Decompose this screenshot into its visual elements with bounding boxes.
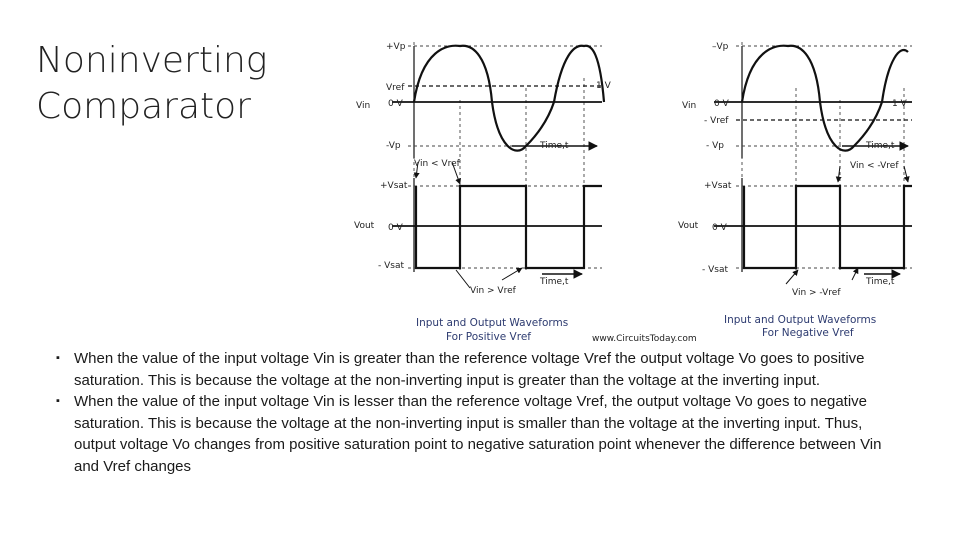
bullet-text: When the value of the input voltage Vin is lesser than the reference voltage Vref, the output voltage Vo goes to negative saturation. This is because the voltage at the non-inverting input is smaller than the voltage at the inverting input. Thus, output voltage Vo changes from positive saturation point to negative saturation point whenever the difference between Vin and Vref changes: [74, 393, 882, 475]
left-input-axes: [392, 46, 602, 158]
left-label-one-v: 1 V: [596, 81, 611, 91]
left-waveform-panel: [354, 42, 612, 343]
left-label-minus-vp: -Vp: [386, 141, 401, 151]
left-input-sine-wave: [414, 46, 604, 151]
right-label-plus-vsat: +Vsat: [704, 181, 732, 191]
comparator-waveform-diagram: [352, 30, 912, 348]
bullet-item: [56, 391, 902, 477]
left-label-plus-vp: +Vp: [386, 42, 406, 52]
bullet-item: [56, 348, 902, 391]
right-output-square-wave: [744, 186, 912, 268]
right-label-minus-vsat: - Vsat: [702, 265, 728, 275]
left-label-plus-vsat: +Vsat: [380, 181, 408, 191]
right-label-one-v: 1 V: [892, 99, 907, 109]
right-caption-line-2: For Negative Vref: [762, 327, 854, 339]
bullet-list: [56, 348, 902, 477]
right-label-vin-lt-minus-vref: Vin < -Vref: [850, 161, 899, 171]
right-label-minus-vp-top: –Vp: [712, 42, 729, 52]
slide-title-line-2: Comparator: [36, 86, 251, 127]
left-label-vin: Vin: [356, 101, 371, 111]
bullet-marker-icon: ▪: [56, 352, 60, 364]
left-label-zero-v: 0 V: [388, 99, 403, 109]
slide-title: [36, 38, 267, 130]
left-label-vin-gt-vref: Vin > Vref: [470, 286, 516, 296]
right-label-time: Time,t: [866, 141, 895, 151]
right-label-vout: Vout: [678, 221, 699, 231]
source-website-label: www.CircuitsToday.com: [592, 334, 697, 344]
right-label-vin-gt-minus-vref: Vin > -Vref: [792, 288, 841, 298]
bullet-text: When the value of the input voltage Vin is greater than the reference voltage Vref the output voltage Vo goes to positive saturation. This is because the voltage at the non-inverting input is greater than the voltage at the inverting input.: [74, 350, 865, 389]
left-label-vout: Vout: [354, 221, 375, 231]
right-waveform-panel: [678, 42, 912, 339]
left-label-time: Time,t: [540, 141, 569, 151]
right-caption-line-1: Input and Output Waveforms: [724, 314, 877, 326]
left-output-square-wave: [416, 186, 602, 268]
slide-title-line-1: Noninverting: [36, 40, 268, 81]
right-guide-lines: [742, 42, 904, 270]
right-label-minus-vp: - Vp: [706, 141, 724, 151]
left-caption-line-2: For Positive Vref: [446, 331, 531, 343]
right-label-zero-v: 0 V: [714, 99, 729, 109]
left-label-vin-lt-vref: Vin < Vref: [414, 159, 460, 169]
right-label-vin: Vin: [682, 101, 697, 111]
right-label-zero-v-out: 0 V: [712, 223, 727, 233]
left-caption-line-1: Input and Output Waveforms: [416, 317, 569, 329]
left-label-vref: Vref: [386, 83, 405, 93]
right-input-sine-wave: [742, 46, 908, 151]
left-label-time-out: Time,t: [540, 277, 569, 287]
left-output-axes: [392, 178, 602, 272]
bullet-marker-icon: ▪: [56, 395, 60, 407]
right-label-minus-vref: - Vref: [704, 116, 729, 126]
left-label-zero-v-out: 0 V: [388, 223, 403, 233]
right-label-time-out: Time,t: [866, 277, 895, 287]
left-guide-lines: [414, 42, 584, 270]
left-label-minus-vsat: - Vsat: [378, 261, 404, 271]
